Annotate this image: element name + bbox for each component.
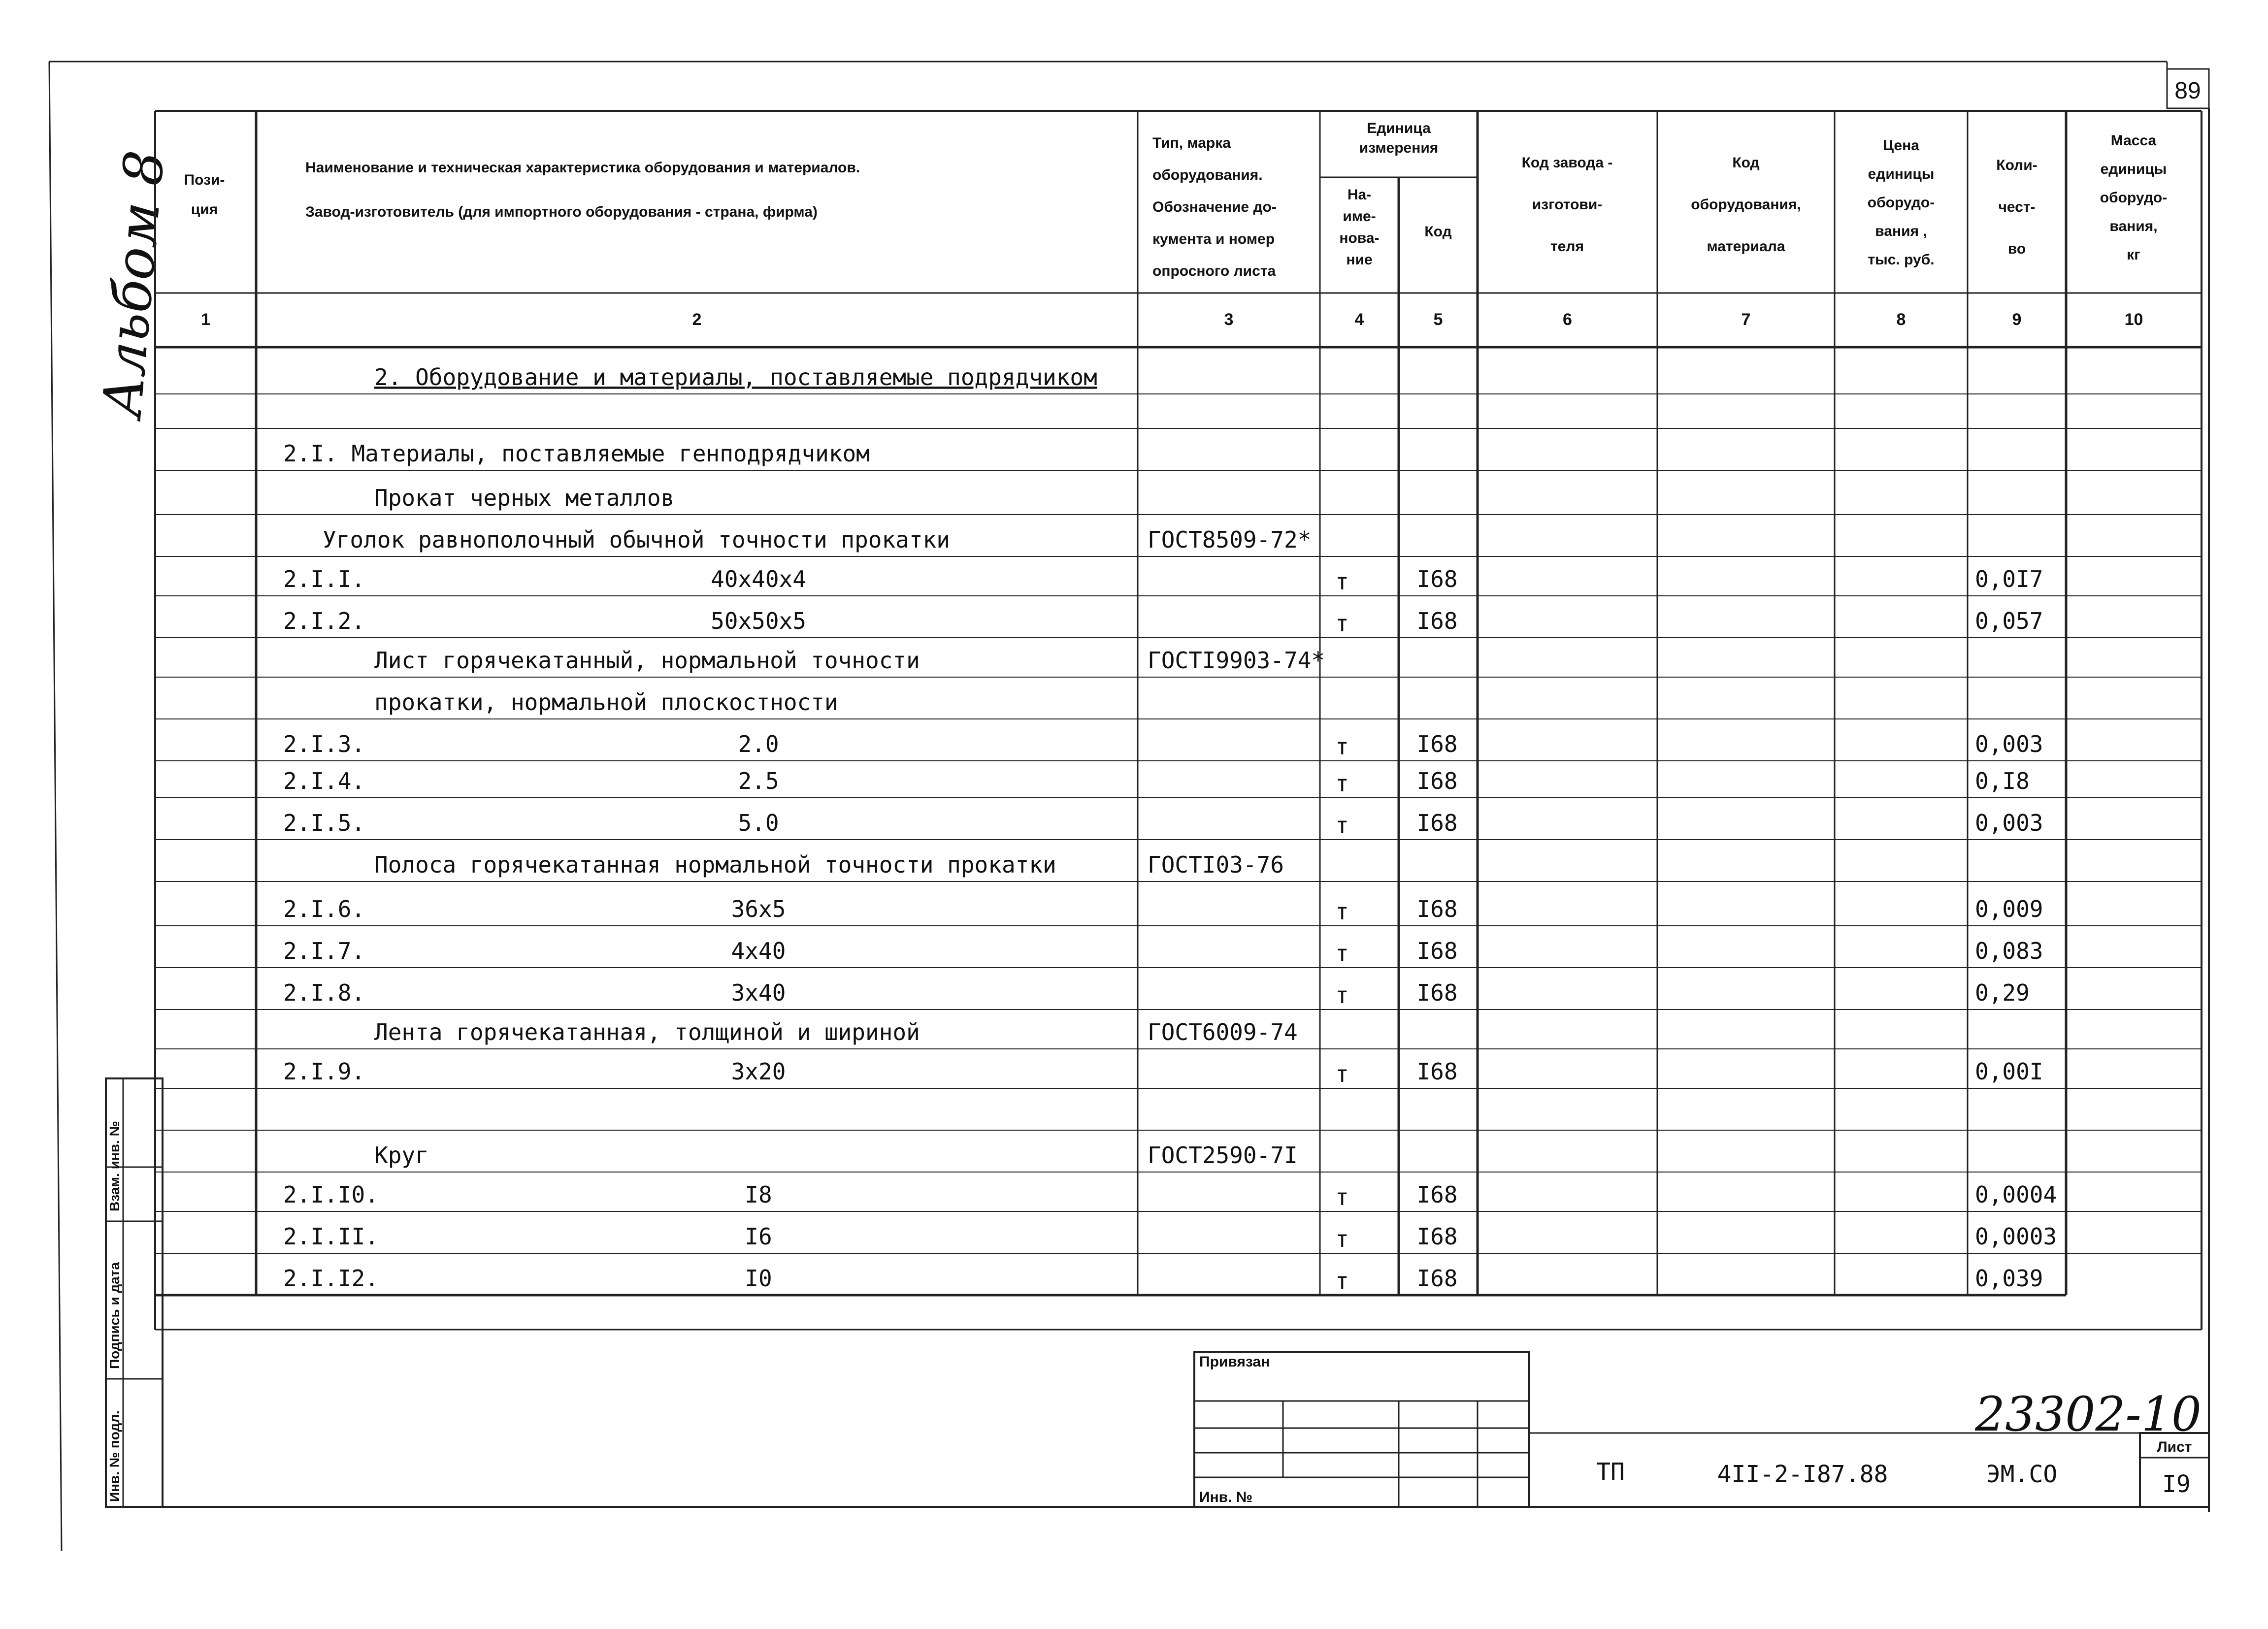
row-quantity: 0,0004 <box>1975 1181 2057 1208</box>
table-row <box>283 1265 2043 1294</box>
row-unit-code: I68 <box>1416 566 1458 592</box>
side-stamp-signature-date: Подпись и дата <box>107 1262 122 1369</box>
column-number: 1 <box>201 310 210 329</box>
row-document: ГОСТ6009-74 <box>1148 1019 1298 1045</box>
row-name: Лист горячекатанный, нормальной точности <box>374 647 920 674</box>
row-document: ГОСТI03-76 <box>1148 851 1284 878</box>
header-unit-mass: кг <box>2127 247 2140 263</box>
row-name: Лента горячекатанная, толщиной и шириной <box>374 1019 920 1045</box>
header-type-doc: оборудования. <box>1152 167 1263 183</box>
table-row <box>283 731 2043 760</box>
header-quantity: Коли- <box>1996 157 2038 173</box>
row-name: 50х50х5 <box>711 608 806 634</box>
row-quantity: 0,039 <box>1975 1265 2043 1292</box>
column-number: 7 <box>1741 310 1751 329</box>
header-unit-mass: Масса <box>2110 132 2157 149</box>
row-position: 2.I.7. <box>283 938 365 964</box>
column-number: 9 <box>2012 310 2022 329</box>
column-number: 2 <box>692 310 702 329</box>
header-type-doc: Обозначение до- <box>1152 199 1277 215</box>
table-row <box>283 810 2043 839</box>
row-document: ГОСТI9903-74* <box>1148 647 1325 674</box>
header-unit-price: вания , <box>1875 223 1927 239</box>
header-unit-price: тыс. руб. <box>1868 252 1935 268</box>
side-stamp-vzam-inv: Взам. инв. № <box>107 1121 122 1211</box>
header-unit-mass: вания, <box>2109 218 2158 234</box>
column-number: 10 <box>2124 310 2143 329</box>
table-row <box>283 979 2030 1009</box>
header-unit-name: име- <box>1343 208 1376 225</box>
column-number-row <box>201 310 2143 329</box>
row-quantity: 0,083 <box>1975 938 2043 964</box>
row-name: 40х40х4 <box>711 566 806 592</box>
row-unit-code: I68 <box>1416 1223 1458 1250</box>
row-name: I8 <box>745 1181 772 1208</box>
row-unit-code: I68 <box>1416 896 1458 922</box>
column-number: 3 <box>1224 310 1234 329</box>
table-row <box>283 1181 2057 1210</box>
table-row <box>283 1223 2057 1252</box>
row-name: 5.0 <box>738 810 779 836</box>
header-unit-price: единицы <box>1868 166 1935 182</box>
header-equipment-code: Код <box>1732 155 1760 171</box>
header-unit-name: нова- <box>1339 230 1380 246</box>
table-row <box>374 485 674 511</box>
header-unit-name: ние <box>1346 252 1373 268</box>
table-row <box>374 851 1284 878</box>
row-position: 2.I.I0. <box>283 1181 379 1208</box>
title-block-privyazan: Привязан <box>1199 1354 1270 1370</box>
row-name: Прокат черных металлов <box>374 485 675 511</box>
header-position: Пози- <box>184 172 225 188</box>
row-name: прокатки, нормальной плоскостности <box>374 689 838 716</box>
header-type-doc: кумента и номер <box>1152 231 1275 247</box>
row-quantity: 0,003 <box>1975 810 2043 836</box>
row-unit-code: I68 <box>1416 979 1458 1006</box>
column-number: 8 <box>1896 310 1906 329</box>
row-position: 2.I.3. <box>283 731 365 757</box>
header-equipment-code: оборудования, <box>1691 196 1801 213</box>
row-name: Круг <box>374 1142 429 1169</box>
row-document: ГОСТ8509-72* <box>1148 526 1312 553</box>
row-unit: т <box>1335 1184 1349 1210</box>
row-unit-code: I68 <box>1416 731 1458 757</box>
row-unit-code: I68 <box>1416 1265 1458 1292</box>
row-name: 2.0 <box>738 731 779 757</box>
header-equipment-code: материала <box>1707 238 1785 255</box>
page-number-box <box>2167 69 2209 108</box>
row-quantity: 0,009 <box>1975 896 2043 922</box>
row-position: 2.I.6. <box>283 896 365 922</box>
header-factory-code: теля <box>1550 238 1584 255</box>
title-block-tp: ТП <box>1596 1458 1625 1486</box>
title-block-mark: ЭМ.СО <box>1986 1461 2058 1488</box>
column-number: 5 <box>1433 310 1443 329</box>
title-block-project: 4II-2-I87.88 <box>1717 1461 1888 1488</box>
header-name: Наименование и техническая характеристика оборудования и материалов. <box>305 160 860 176</box>
table-row <box>283 1058 2043 1087</box>
header-factory-code: изготови- <box>1532 196 1603 213</box>
table-header <box>184 120 2168 279</box>
header-unit-code: Код <box>1424 224 1452 240</box>
row-name: 3х20 <box>731 1058 786 1085</box>
header-quantity: во <box>2007 241 2026 257</box>
column-number: 6 <box>1563 310 1572 329</box>
row-unit: т <box>1335 610 1349 637</box>
row-name: 3х40 <box>731 979 786 1006</box>
row-quantity: 0,I8 <box>1975 768 2030 794</box>
row-name: 2. Оборудование и материалы, поставляемые подрядчиком <box>374 364 1097 391</box>
table-row <box>283 566 2043 595</box>
row-name: I6 <box>745 1223 772 1250</box>
row-unit: т <box>1335 898 1349 925</box>
header-type-doc: опросного листа <box>1152 263 1276 279</box>
row-unit: т <box>1335 1268 1349 1294</box>
header-unit-price: Цена <box>1883 137 1919 154</box>
row-quantity: 0,003 <box>1975 731 2043 757</box>
row-quantity: 0,0I7 <box>1975 566 2043 592</box>
table-row <box>374 1142 1298 1169</box>
row-unit-code: I68 <box>1416 768 1458 794</box>
sheet-frame <box>49 62 2209 1551</box>
row-position: 2.I.8. <box>283 979 365 1006</box>
header-unit-mass: оборудо- <box>2100 190 2168 206</box>
row-unit: т <box>1335 940 1349 967</box>
row-name: I0 <box>745 1265 772 1292</box>
handwritten-code: 23302-10 <box>1975 1387 2202 1442</box>
header-unit-price: оборудо- <box>1867 195 1935 211</box>
header-type-doc: Тип, марка <box>1152 135 1231 151</box>
header-name: Завод-изготовитель (для импортного оборудования - страна, фирма) <box>305 204 818 220</box>
page-number: 89 <box>2174 78 2201 104</box>
row-position: 2.I.4. <box>283 768 365 794</box>
row-quantity: 0,0003 <box>1975 1223 2057 1250</box>
table-body <box>283 364 2057 1294</box>
title-block-sheet-label: Лист <box>2157 1439 2192 1455</box>
row-name: Уголок равнополочный обычной точности прокатки <box>323 526 950 553</box>
header-unit-mass: единицы <box>2100 161 2167 177</box>
header-unit-name: На- <box>1347 187 1372 203</box>
row-unit: т <box>1335 982 1349 1009</box>
row-unit-code: I68 <box>1416 938 1458 964</box>
row-quantity: 0,057 <box>1975 608 2043 634</box>
row-unit: т <box>1335 1061 1349 1087</box>
row-unit-code: I68 <box>1416 810 1458 836</box>
row-name: 2.I. Материалы, поставляемые генподрядчиком <box>283 440 870 467</box>
title-block-inv-no: Инв. № <box>1199 1489 1253 1505</box>
title-block-sheet-no: I9 <box>2162 1470 2191 1498</box>
table-row <box>374 364 1097 391</box>
header-quantity: чест- <box>1998 199 2036 215</box>
table-row <box>323 526 1311 553</box>
row-unit: т <box>1335 770 1349 797</box>
row-position: 2.I.9. <box>283 1058 365 1085</box>
row-unit: т <box>1335 568 1349 595</box>
row-name: 4х40 <box>731 938 786 964</box>
row-name: 36х5 <box>731 896 786 922</box>
row-unit: т <box>1335 1226 1349 1252</box>
row-unit: т <box>1335 812 1349 839</box>
row-unit-code: I68 <box>1416 1181 1458 1208</box>
side-stamp-inv-podl: Инв. № подл. <box>107 1410 122 1502</box>
row-position: 2.I.I2. <box>283 1265 379 1292</box>
table-row <box>283 896 2043 925</box>
row-position: 2.I.II. <box>283 1223 379 1250</box>
header-unit-group: измерения <box>1359 140 1439 156</box>
table-row <box>374 647 1325 674</box>
header-unit-group: Единица <box>1367 120 1431 136</box>
row-quantity: 0,00I <box>1975 1058 2043 1085</box>
row-unit-code: I68 <box>1416 1058 1458 1085</box>
table-row <box>283 768 2030 797</box>
header-factory-code: Код завода - <box>1521 155 1613 171</box>
table-row <box>283 440 870 467</box>
row-position: 2.I.I. <box>283 566 365 592</box>
header-position: ция <box>191 201 218 218</box>
title-block <box>163 1352 2209 1507</box>
row-position: 2.I.5. <box>283 810 365 836</box>
table-row <box>374 1019 1298 1045</box>
row-name: 2.5 <box>738 768 779 794</box>
table-row <box>374 689 838 716</box>
column-number: 4 <box>1354 310 1364 329</box>
album-note: Альбом 8 <box>90 148 177 420</box>
row-name: Полоса горячекатанная нормальной точности прокатки <box>374 851 1056 878</box>
row-unit-code: I68 <box>1416 608 1458 634</box>
table-row <box>283 938 2043 967</box>
row-unit: т <box>1335 733 1349 760</box>
row-document: ГОСТ2590-7I <box>1148 1142 1298 1169</box>
table-row <box>283 608 2043 637</box>
row-quantity: 0,29 <box>1975 979 2030 1006</box>
row-position: 2.I.2. <box>283 608 365 634</box>
